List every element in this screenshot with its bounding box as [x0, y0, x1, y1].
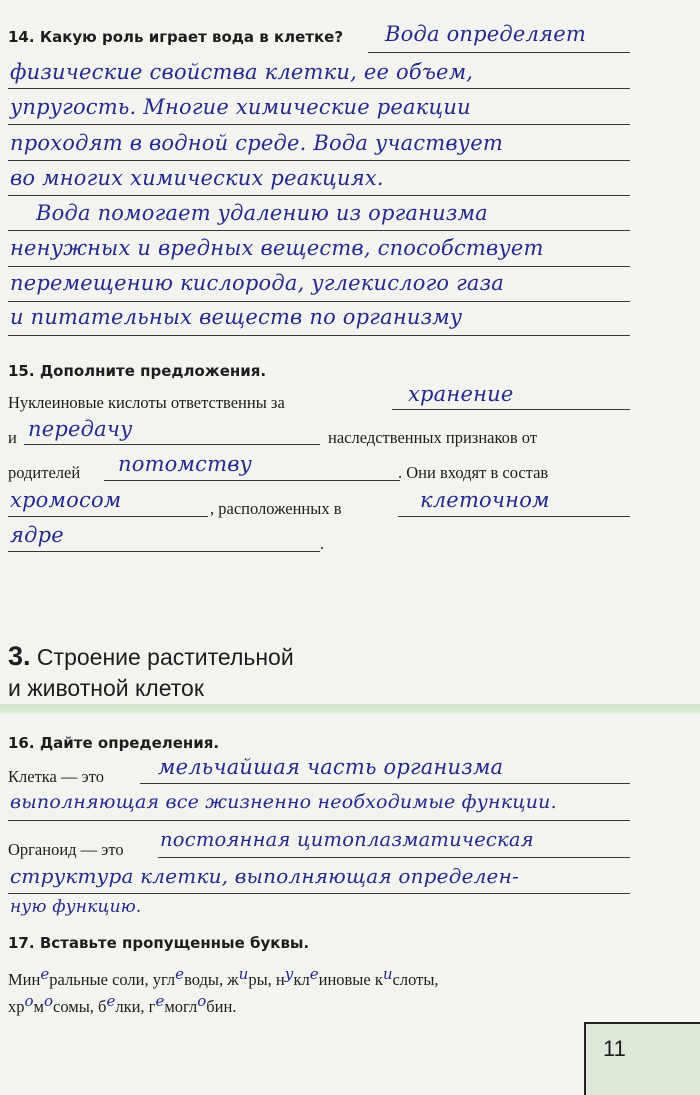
answer-line	[8, 893, 630, 894]
page-number-box	[584, 1022, 700, 1095]
definition-text: выполняющая все жизненно необходимые функции.	[10, 791, 557, 813]
definition-text: мельчайшая часть организма	[158, 755, 504, 779]
definition-text: структура клетки, выполняющая определен-	[10, 864, 519, 888]
answer-text: перемещению кислорода, углекислого газа	[10, 271, 505, 295]
fill-answer: хромосом	[10, 488, 122, 512]
answer-text: Вода определяет	[385, 22, 586, 46]
answer-text: ненужных и вредных веществ, способствует	[10, 236, 544, 260]
sentence-text: наследственных признаков от	[328, 428, 538, 447]
answer-line	[8, 335, 630, 336]
printed-fragment: иновые к	[318, 970, 383, 989]
definition-text: постоянная цитоплазматическая	[160, 828, 534, 851]
answer-line	[398, 516, 630, 517]
inserted-letter: е	[175, 965, 185, 983]
fill-answer: хранение	[408, 382, 514, 406]
answer-line	[8, 88, 630, 89]
question-text: Дайте определения.	[39, 734, 220, 752]
printed-fragment: сомы, б	[53, 997, 107, 1016]
missing-letters-line	[8, 965, 439, 990]
inserted-letter: о	[24, 992, 34, 1010]
fill-answer: потомству	[118, 452, 253, 476]
answer-line	[158, 857, 630, 858]
printed-fragment: ральные соли, угл	[49, 970, 176, 989]
definition-text: ную функцию.	[10, 897, 142, 917]
fill-answer: клеточном	[420, 488, 550, 512]
answer-line	[104, 480, 400, 481]
section-title	[8, 640, 294, 673]
page-number: 11	[603, 1036, 626, 1061]
inserted-letter: е	[106, 992, 116, 1010]
sentence-text: родителей	[8, 463, 81, 482]
inserted-letter: е	[309, 965, 319, 983]
answer-line	[24, 444, 320, 445]
term-text: Клетка — это	[8, 767, 104, 786]
answer-line	[8, 516, 208, 517]
answer-line	[8, 160, 630, 161]
question-16-title	[8, 734, 219, 752]
inserted-letter: у	[284, 965, 294, 983]
answer-text: во многих химических реакциях.	[10, 166, 384, 190]
printed-fragment: бин.	[206, 997, 237, 1016]
question-number: 16.	[8, 734, 35, 752]
printed-fragment: м	[33, 997, 44, 1016]
answer-line	[8, 266, 630, 267]
inserted-letter: и	[238, 965, 249, 983]
printed-fragment: Мин	[8, 970, 41, 989]
question-15-title	[8, 362, 266, 380]
question-text: Вставьте пропущенные буквы.	[39, 934, 310, 952]
answer-line	[8, 230, 630, 231]
inserted-letter: и	[382, 965, 393, 983]
answer-line	[392, 409, 630, 410]
section-number: 3.	[8, 641, 31, 671]
printed-fragment: кл	[293, 970, 310, 989]
missing-letters-line	[8, 992, 237, 1017]
answer-line	[8, 124, 630, 125]
section-title-line2: и животной клеток	[8, 675, 204, 701]
answer-text: упругость. Многие химические реакции	[10, 95, 471, 119]
answer-text: физические свойства клетки, ее объем,	[10, 60, 474, 84]
sentence-text: , расположенных в	[210, 499, 342, 518]
sentence-text: . Они входят в состав	[398, 463, 549, 482]
answer-text: проходят в водной среде. Вода участвует	[10, 131, 503, 155]
inserted-letter: е	[40, 965, 50, 983]
sentence-text: .	[320, 534, 325, 553]
answer-line	[8, 195, 630, 196]
inserted-letter: е	[155, 992, 165, 1010]
answer-line	[140, 783, 630, 784]
printed-fragment: воды, ж	[184, 970, 239, 989]
answer-text: и питательных веществ по организму	[10, 305, 463, 329]
printed-fragment: слоты,	[392, 970, 439, 989]
question-17-title	[8, 934, 309, 952]
sentence-text: и	[8, 428, 17, 447]
printed-fragment: могл	[164, 997, 198, 1016]
section-title-line1: Строение растительной	[36, 644, 294, 670]
inserted-letter: о	[197, 992, 207, 1010]
answer-text: Вода помогает удалению из организма	[36, 201, 488, 225]
question-14-title	[8, 28, 343, 46]
printed-fragment: хр	[8, 997, 25, 1016]
answer-line	[8, 301, 630, 302]
printed-fragment: ры, н	[248, 970, 285, 989]
sentence-text: Нуклеиновые кислоты ответственны за	[8, 393, 285, 412]
question-text: Какую роль играет вода в клетке?	[39, 28, 344, 46]
question-text: Дополните предложения.	[39, 362, 267, 380]
question-number: 14.	[8, 28, 35, 46]
answer-line	[368, 52, 630, 53]
question-number: 15.	[8, 362, 35, 380]
answer-line	[8, 820, 630, 821]
term-text: Органоид — это	[8, 840, 124, 859]
inserted-letter: о	[43, 992, 54, 1010]
fill-answer: ядре	[10, 523, 64, 547]
question-number: 17.	[8, 934, 35, 952]
fill-answer: передачу	[28, 417, 133, 441]
answer-line	[8, 551, 320, 552]
printed-fragment: лки, г	[115, 997, 156, 1016]
section-divider	[0, 704, 700, 714]
